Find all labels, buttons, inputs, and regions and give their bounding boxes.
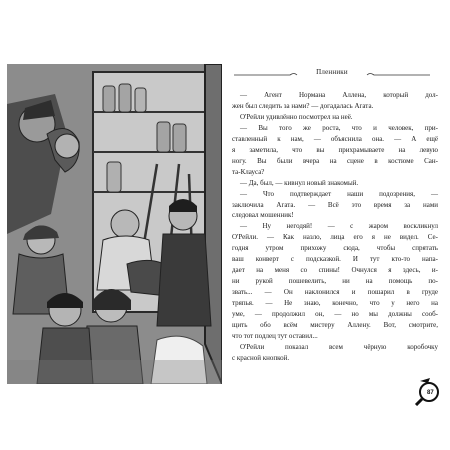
text-line: жен был следить за нами? — догадалась Агата. <box>232 101 374 110</box>
text-line: дает на меня со спины! Очнулся я здесь, и- <box>232 266 438 275</box>
illustration <box>7 64 222 384</box>
text-line: О'Рейли показал всем чёрную коробочку <box>240 342 438 351</box>
text-line: что тот подлец тут оставил... <box>232 331 318 340</box>
illustration-art <box>7 64 222 384</box>
text-line: ставленный к нам, — объяснила она. — А ещё <box>232 134 438 143</box>
text-line: О'Рейли удивлённо посмотрел на неё. <box>240 112 353 121</box>
text-line: с красной кнопкой. <box>232 353 290 362</box>
running-head-label: Пленники <box>312 68 352 76</box>
text-line: — Что подтверждает наши подозрения, — <box>240 189 438 198</box>
text-line: я заметила, что вы прихрамываете на левую <box>232 145 438 154</box>
text-line: заключила Агата. — Всё это время за нами <box>232 200 438 209</box>
text-line: годня утром прихожу сюда, чтобы спрятать <box>232 244 438 253</box>
body-text <box>232 90 438 364</box>
text-line: О'Рейли. — Как назло, лица его я не видел. Се- <box>232 233 438 242</box>
running-head <box>232 68 432 80</box>
text-line: ни рукой пошевелить, ни на помощь по- <box>232 277 438 286</box>
text-line: звать... — Он наклонился и пошарил в груде <box>232 288 438 297</box>
text-line: щить обо всём мистеру Аллену. Вот, смотрите, <box>232 321 438 330</box>
text-line: ваш конверт с подсказкой. И тут кто-то напа- <box>232 255 438 264</box>
page-number-label: 87 <box>427 390 434 396</box>
ornament-left-icon <box>234 72 298 78</box>
text-line: — Вы того же роста, что и человек, при- <box>240 123 438 132</box>
text-line: та-Клауса? <box>232 167 265 176</box>
text-line: тряпья. — Не знаю, конечно, что у него на <box>232 299 438 308</box>
text-line: следовал мошенник! <box>232 211 294 220</box>
text-page <box>232 68 444 398</box>
text-line: — Агент Нормана Аллена, который дол- <box>240 91 438 99</box>
text-line: — Да, был, — кивнул новый знакомый. <box>240 178 359 187</box>
text-line: уме, — продолжил он, — но мы должны сооб- <box>232 310 438 319</box>
text-line: — Ну негодяй! — с жаром воскликнул <box>240 222 438 231</box>
page-number <box>414 378 442 406</box>
text-line: ногу. Вы были вчера на сцене в костюме Сан- <box>232 156 438 165</box>
ornament-right-icon <box>366 72 430 78</box>
